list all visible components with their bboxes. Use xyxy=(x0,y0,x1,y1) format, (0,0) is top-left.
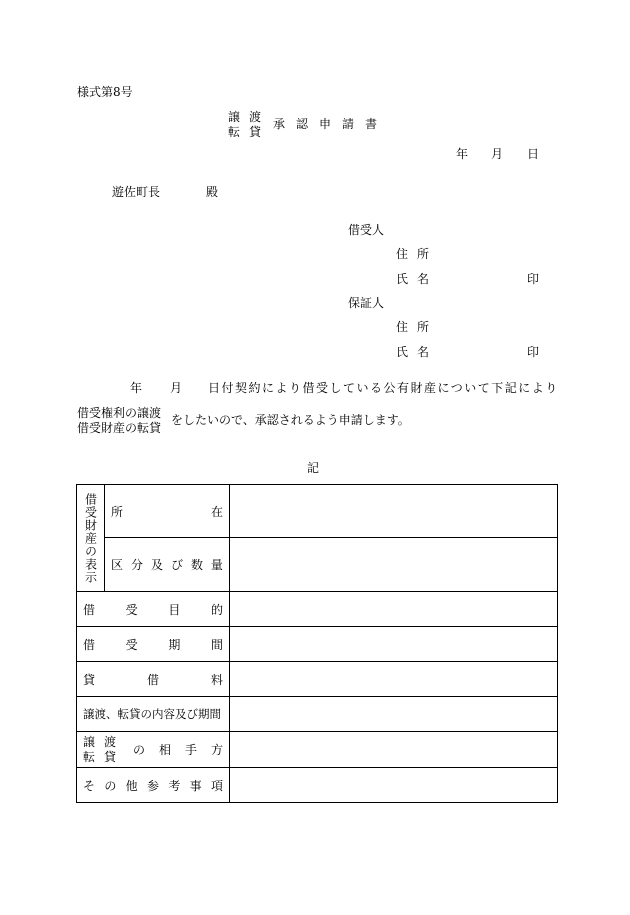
period-label: 借 受 期 間 xyxy=(83,637,223,652)
transfer-contents-label: 譲渡、転貸の内容及び期間 xyxy=(83,707,221,721)
location-label-start: 所 xyxy=(111,504,124,519)
purpose-label-cell xyxy=(77,592,230,627)
body-line2: をしたいので、承認されるよう申請します。 xyxy=(171,413,410,427)
counterparty-value-cell[interactable] xyxy=(230,732,558,768)
date-month: 月 xyxy=(491,147,504,161)
rent-value-cell[interactable] xyxy=(230,662,558,697)
counterparty-label-cell xyxy=(77,732,230,768)
document-title: 承認申請書 xyxy=(273,117,389,131)
location-label-cell xyxy=(105,485,230,538)
counterparty-suffix: の 相 手 方 xyxy=(133,743,223,757)
other-value-cell[interactable] xyxy=(230,768,558,803)
counterparty-option-bottom: 転貸 xyxy=(83,749,126,764)
body-line1: 日付契約により借受している公有財産について下記により xyxy=(208,381,559,395)
location-value-cell[interactable] xyxy=(230,485,558,538)
category-label-cell xyxy=(105,538,230,592)
guarantor-address-label: 住所 xyxy=(396,320,439,334)
counterparty-label xyxy=(77,735,229,765)
counterparty-option-top: 譲渡 xyxy=(83,734,126,749)
location-label-end: 在 xyxy=(210,504,223,519)
rent-label: 貸 借 料 xyxy=(83,672,223,687)
date-day: 日 xyxy=(527,147,540,161)
category-quantity-label: 区 分 及 び 数 量 xyxy=(111,558,223,572)
date-year: 年 xyxy=(456,147,469,161)
purpose-label: 借 受 目 的 xyxy=(83,602,223,617)
details-table xyxy=(76,484,558,803)
period-value-cell[interactable] xyxy=(230,627,558,662)
addressee-name: 遊佐町長 xyxy=(112,185,161,199)
transfer-contents-value-cell[interactable] xyxy=(230,697,558,732)
other-label-cell xyxy=(77,768,230,803)
body-option-bottom: 借受財産の転貸 xyxy=(77,421,162,435)
guarantor-seal: 印 xyxy=(527,345,540,359)
purpose-value-cell[interactable] xyxy=(230,592,558,627)
body-month: 月 xyxy=(170,381,183,395)
body-option-top: 借受権利の譲渡 xyxy=(77,406,162,420)
guarantor-heading: 保証人 xyxy=(348,296,385,310)
property-group-label-cell xyxy=(77,485,105,592)
borrower-name-label: 氏名 xyxy=(396,272,439,286)
category-value-cell[interactable] xyxy=(230,538,558,592)
guarantor-name-label: 氏名 xyxy=(396,345,439,359)
body-year: 年 xyxy=(130,381,143,395)
borrower-seal: 印 xyxy=(527,272,540,286)
other-label: そ の 他 参 考 事 項 xyxy=(83,778,223,793)
transfer-contents-label-cell xyxy=(77,697,230,732)
borrower-heading: 借受人 xyxy=(348,223,385,237)
ki-label: 記 xyxy=(307,461,320,475)
borrower-address-label: 住所 xyxy=(396,247,439,261)
property-group-label: 借受財産の表示 xyxy=(83,492,98,584)
title-option-bottom: 転貸 xyxy=(228,125,271,139)
title-option-top: 譲渡 xyxy=(228,110,271,124)
location-label xyxy=(105,503,229,520)
addressee-honorific: 殿 xyxy=(206,185,219,199)
form-number: 様式第8号 xyxy=(77,85,133,99)
rent-label-cell xyxy=(77,662,230,697)
period-label-cell xyxy=(77,627,230,662)
